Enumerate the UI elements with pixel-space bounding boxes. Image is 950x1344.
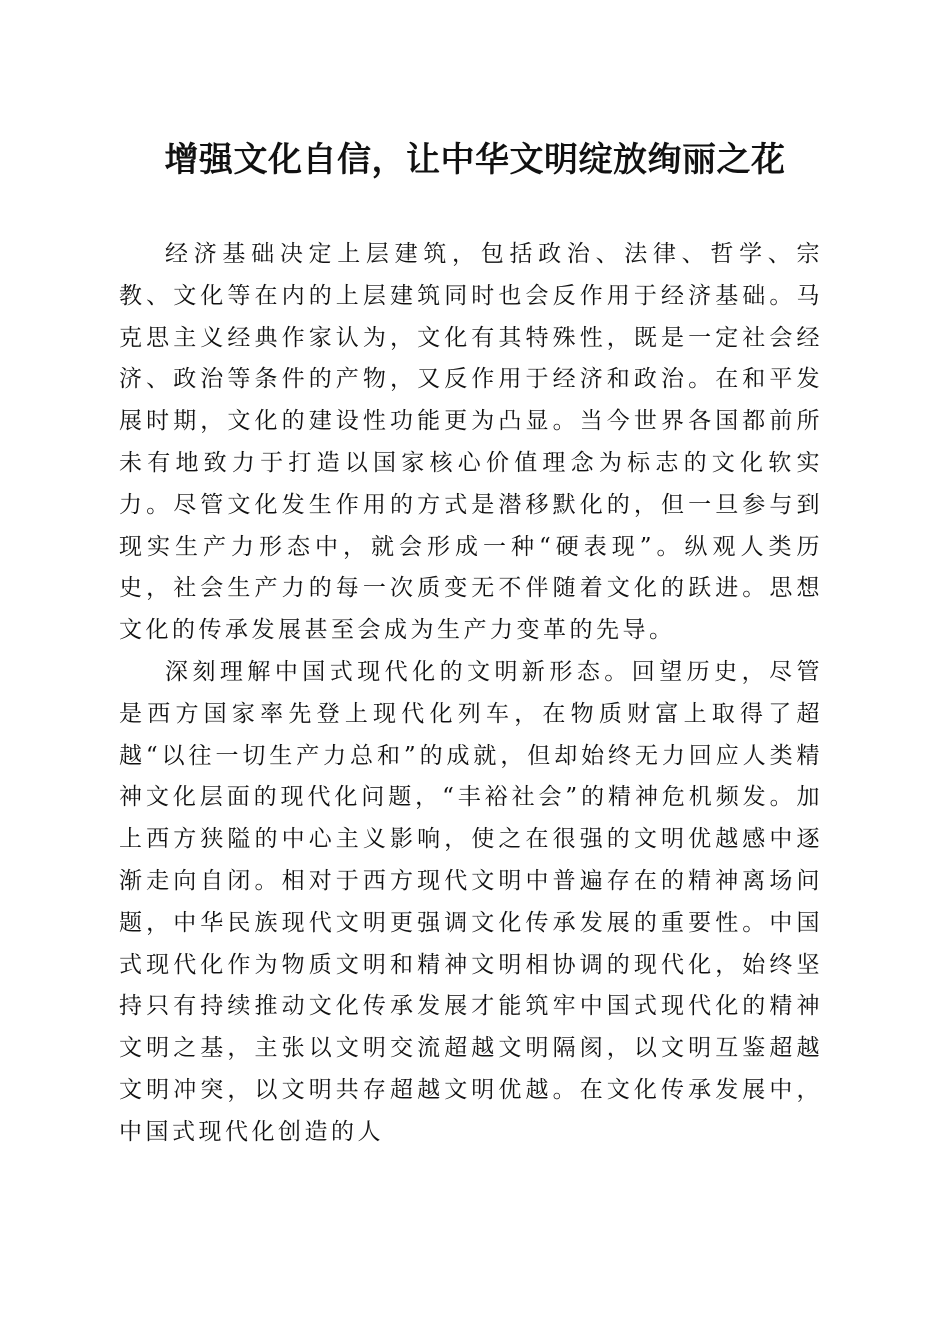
document-title: 增强文化自信，让中华文明绽放绚丽之花 (164, 140, 786, 180)
paragraph: 经济基础决定上层建筑，包括政治、法律、哲学、宗教、文化等在内的上层建筑同时也会反作用于经济基础。马克思主义经典作家认为，文化有其特殊性，既是一定社会经济、政治等条件的产物，又反作用于经济和政治。在和平发展时期，文化的建设性功能更为凸显。当今世界各国都前所未有地致力于打造以国家核心价值理念为标志的文化软实力。尽管文化发生作用的方式是潜移默化的，但一旦参与到现实生产力形态中，就会形成一种“硬表现”。纵观人类历史，社会生产力的每一次质变无不伴随着文化的跃进。思想文化的传承发展甚至会成为生产力变革的先导。 (119, 241, 823, 644)
document-body (119, 234, 823, 1154)
paragraph: 深刻理解中国式现代化的文明新形态。回望历史，尽管是西方国家率先登上现代化列车，在物质财富上取得了超越“以往一切生产力总和”的成就，但却始终无力回应人类精神文化层面的现代化问题，“丰裕社会”的精神危机频发。加上西方狭隘的中心主义影响，使之在很强的文明优越感中逐渐走向自闭。相对于西方现代文明中普遍存在的精神离场问题，中华民族现代文明更强调文化传承发展的重要性。中国式现代化作为物质文明和精神文明相协调的现代化，始终坚持只有持续推动文化传承发展才能筑牢中国式现代化的精神文明之基，主张以文明交流超越文明隔阂，以文明互鉴超越文明冲突，以文明共存超越文明优越。在文化传承发展中，中国式现代化创造的人 (119, 658, 823, 1145)
